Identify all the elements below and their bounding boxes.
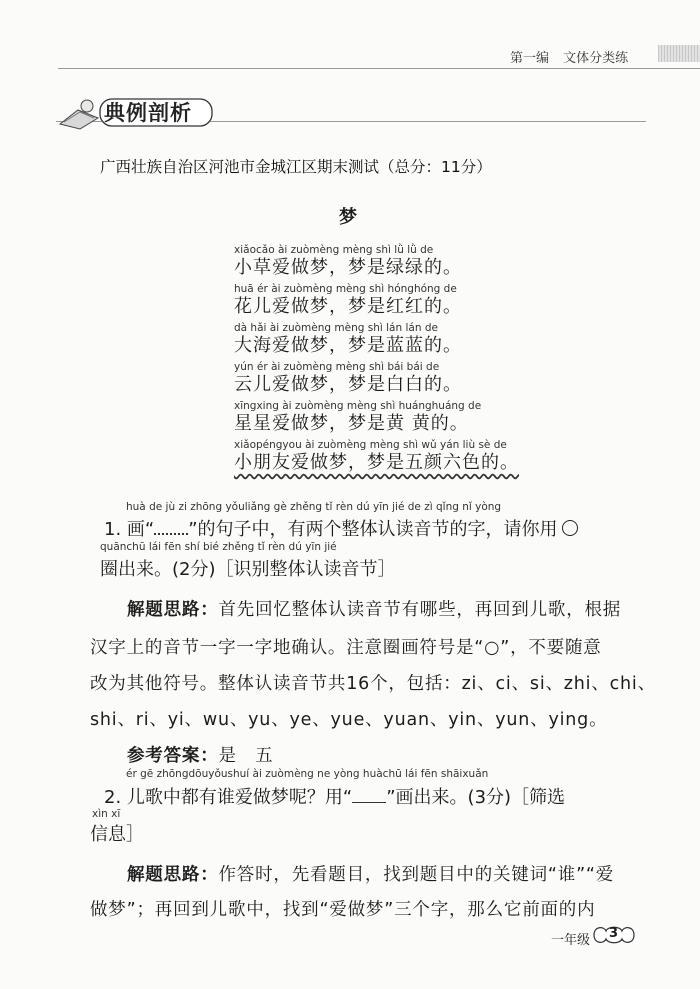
analysis-2-text: 作答时，先看题目，找到题目中的关键词“谁”“爱 (218, 865, 615, 885)
poem-line (234, 321, 534, 360)
analysis-1-line1 (127, 596, 621, 621)
q1-number-text: 1. 画“ (104, 519, 155, 540)
poem-pinyin: xiǎopéngyou ài zuòmèng mèng shì wǔ yán liù sè de (234, 439, 507, 451)
poem-line (234, 438, 534, 477)
answer-1-text: 是 五 (218, 746, 274, 766)
q1-text: ”的句子中，有两个整体认读音节的字，请你用 (188, 519, 558, 540)
poem-text: 小朋友爱做梦，梦是五颜六色的。 (234, 452, 519, 473)
poem-pinyin: yún ér ài zuòmèng mèng shì bái bái de (234, 361, 440, 373)
header-decor-bar (658, 45, 700, 62)
question-1 (104, 515, 578, 541)
answer-1 (127, 742, 273, 767)
footer-grade: 一年级 (551, 933, 591, 948)
header-rule (58, 68, 700, 69)
section-badge (56, 96, 216, 130)
q2-text: ”画出来。(3分)［筛选 (386, 787, 566, 808)
header-section: 第一编 (510, 51, 550, 66)
poem-body (234, 243, 534, 477)
analysis-1-line3: 改为其他符号。整体认读音节共16个，包括：zi、ci、si、zhi、chi、 (90, 674, 656, 694)
circle-symbol-icon (562, 520, 578, 536)
poem-text: 小草爱做梦，梦是绿绿的。 (234, 257, 462, 278)
analysis-1-label: 解题思路： (127, 600, 219, 620)
poem-pinyin: huā ér ài zuòmèng mèng shì hónghóng de (234, 283, 457, 295)
q2-straight-blank (352, 788, 386, 803)
header-category: 文体分类练 (563, 51, 629, 66)
poem-line (234, 282, 534, 321)
poem-text: 云儿爱做梦，梦是白白的。 (234, 374, 462, 395)
poem-line (234, 243, 534, 282)
poem-text: 花儿爱做梦，梦是红红的。 (234, 296, 462, 317)
analysis-1-line2: 汉字上的音节一字一字地确认。注意圈画符号是“○”，不要随意 (90, 638, 602, 658)
running-header (510, 47, 628, 66)
q1-pinyin-line2: quānchū lái fēn shí bié zhěng tǐ rèn dú yīn jié (100, 541, 337, 553)
q2-pinyin-line1: ér gē zhōngdōuyǒushuí ài zuòmèng ne yòng huàchū lái fēn shāixuǎn (126, 768, 489, 780)
q1-wavy-blank (154, 521, 188, 535)
q2-text-line2: 信息］ (90, 824, 144, 845)
page-number-badge (590, 922, 638, 948)
q2-number-text: 2. 儿歌中都有谁爱做梦呢？用“ (104, 787, 353, 808)
q1-pinyin-line1: huà de jù zi zhōng yǒuliǎng gè zhěng tǐ rèn dú yīn jié de zì qǐng nǐ yòng (126, 501, 502, 513)
question-2 (104, 783, 565, 809)
poem-pinyin: xiǎocǎo ài zuòmèng mèng shì lǜ lǜ de (234, 244, 434, 256)
analysis-2-line1 (127, 861, 614, 886)
analysis-2-label: 解题思路： (127, 865, 219, 885)
poem-line (234, 399, 534, 438)
poem-text: 星星爱做梦，梦是黄 黄的。 (234, 413, 469, 434)
analysis-1-line4: shi、ri、yi、wu、yu、ye、yue、yuan、yin、yun、ying。 (90, 710, 608, 730)
poem-pinyin: xīngxing ài zuòmèng mèng shì huánghuáng de (234, 400, 482, 412)
q2-pinyin-line2: xìn xī (92, 808, 121, 820)
q1-text-line2: 圈出来。(2分)［识别整体认读音节］ (100, 559, 396, 580)
analysis-2-line2: 做梦”；再回到儿歌中，找到“爱做梦”三个字，那么它前面的内 (90, 900, 596, 920)
exam-title: 广西壮族自治区河池市金城江区期末测试（总分：11分） (100, 158, 492, 176)
answer-1-label: 参考答案： (127, 746, 219, 766)
poem-pinyin: dà hǎi ài zuòmèng mèng shì lán lán de (234, 322, 438, 334)
section-title: 典例剖析 (104, 101, 192, 125)
poem-title: 梦 (339, 207, 357, 228)
poem-text: 大海爱做梦，梦是蓝蓝的。 (234, 335, 462, 356)
poem-line (234, 360, 534, 399)
analysis-1-text: 首先回忆整体认读音节有哪些，再回到儿歌，根据 (218, 600, 622, 620)
page-number: 3 (609, 926, 619, 941)
